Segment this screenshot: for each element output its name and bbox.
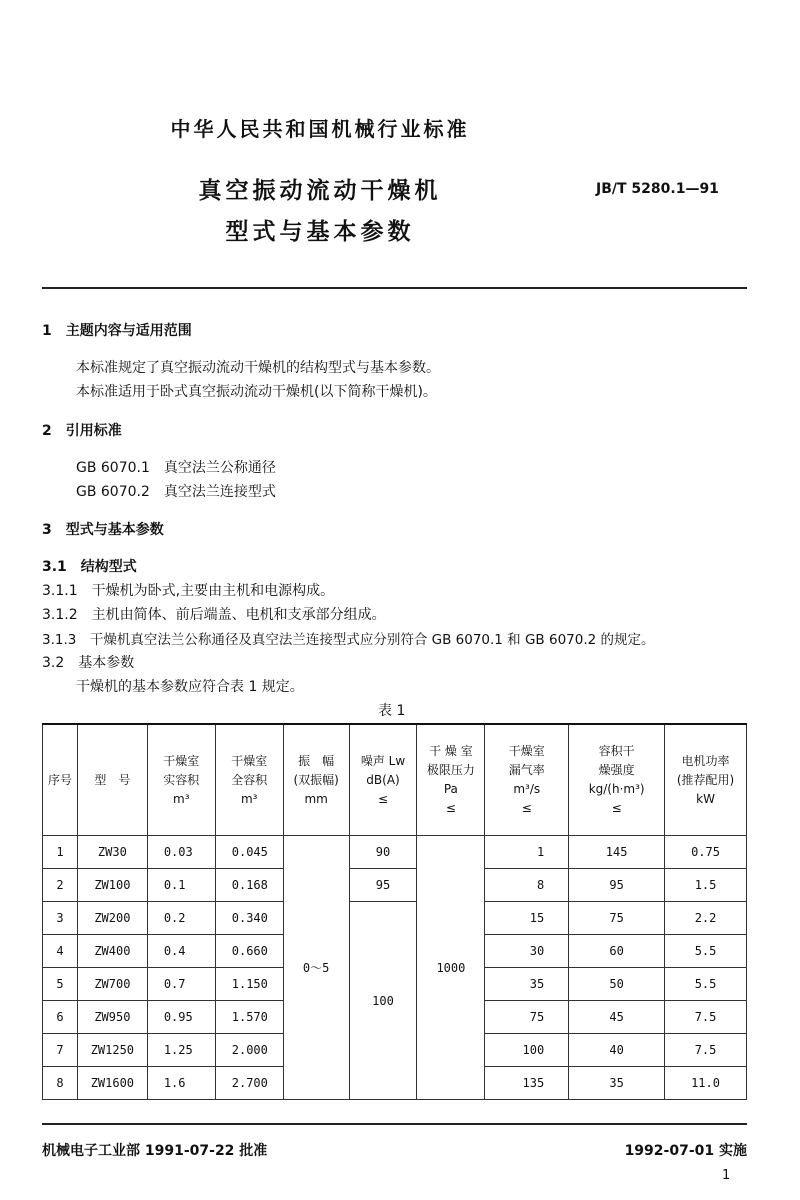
- clause-3-1-3: 3.1.3 干燥机真空法兰公称通径及真空法兰连接型式应分别符合 GB 6070.1 和 GB 6070.2 的规定。: [42, 632, 655, 648]
- cell-no: 5: [43, 968, 78, 1001]
- cell-intensity: 40: [569, 1034, 665, 1067]
- cell-actual-volume: 0.03: [147, 836, 215, 869]
- cell-actual-volume: 0.7: [147, 968, 215, 1001]
- cell-power: 5.5: [665, 968, 747, 1001]
- cell-model: ZW200: [77, 902, 147, 935]
- cell-noise: 95: [349, 869, 417, 902]
- cell-no: 6: [43, 1001, 78, 1034]
- cell-model: ZW1600: [77, 1067, 147, 1100]
- cell-model: ZW700: [77, 968, 147, 1001]
- cell-intensity: 75: [569, 902, 665, 935]
- table-row: [43, 836, 747, 869]
- clause-3-1-2: 3.1.2 主机由简体、前后端盖、电机和支承部分组成。: [42, 607, 386, 623]
- cell-actual-volume: 1.25: [147, 1034, 215, 1067]
- section-3-1-heading: 3.1 结构型式: [42, 559, 137, 575]
- cell-intensity: 35: [569, 1067, 665, 1100]
- cell-total-volume: 0.168: [215, 869, 283, 902]
- cell-intensity: 145: [569, 836, 665, 869]
- cell-total-volume: 0.660: [215, 935, 283, 968]
- cell-total-volume: 1.570: [215, 1001, 283, 1034]
- cell-model: ZW100: [77, 869, 147, 902]
- cell-total-volume: 1.150: [215, 968, 283, 1001]
- clause-3-1-1: 3.1.1 干燥机为卧式,主要由主机和电源构成。: [42, 583, 335, 599]
- table-row: [43, 902, 747, 935]
- cell-leak-rate: 15: [485, 902, 569, 935]
- header-ultimate-pressure: 干 燥 室 极限压力 Pa ≤: [417, 724, 485, 836]
- cell-intensity: 50: [569, 968, 665, 1001]
- cell-total-volume: 2.000: [215, 1034, 283, 1067]
- cell-no: 3: [43, 902, 78, 935]
- header-amplitude: 振 幅 (双振幅) mm: [283, 724, 349, 836]
- page-number: 1: [722, 1168, 731, 1183]
- cell-intensity: 95: [569, 869, 665, 902]
- cell-actual-volume: 0.2: [147, 902, 215, 935]
- cell-total-volume: 2.700: [215, 1067, 283, 1100]
- cell-leak-rate: 135: [485, 1067, 569, 1100]
- cell-leak-rate: 35: [485, 968, 569, 1001]
- cell-actual-volume: 0.1: [147, 869, 215, 902]
- cell-actual-volume: 0.4: [147, 935, 215, 968]
- header-actual-volume: 干燥室 实容积 m³: [147, 724, 215, 836]
- effective-date: 1992-07-01 实施: [624, 1143, 747, 1159]
- section-2-heading: 2 引用标准: [42, 423, 122, 439]
- section-3-2-paragraph: 干燥机的基本参数应符合表 1 规定。: [76, 679, 304, 695]
- cell-power: 1.5: [665, 869, 747, 902]
- cell-model: ZW950: [77, 1001, 147, 1034]
- cell-leak-rate: 8: [485, 869, 569, 902]
- reference-1: GB 6070.1 真空法兰公称通径: [76, 460, 276, 476]
- standard-subtitle: 型式与基本参数: [225, 219, 415, 245]
- cell-intensity: 60: [569, 935, 665, 968]
- section-3-heading: 3 型式与基本参数: [42, 522, 164, 538]
- cell-power: 5.5: [665, 935, 747, 968]
- header-seq: 序号: [43, 724, 78, 836]
- header-motor-power: 电机功率 (推荐配用) kW: [665, 724, 747, 836]
- cell-no: 2: [43, 869, 78, 902]
- table-caption: 表 1: [378, 703, 406, 719]
- cell-power: 7.5: [665, 1001, 747, 1034]
- cell-leak-rate: 100: [485, 1034, 569, 1067]
- cell-actual-volume: 0.95: [147, 1001, 215, 1034]
- cell-power: 11.0: [665, 1067, 747, 1100]
- cell-noise: 90: [349, 836, 417, 869]
- cell-model: ZW30: [77, 836, 147, 869]
- section-1-paragraph-1: 本标准规定了真空振动流动干燥机的结构型式与基本参数。: [76, 360, 440, 376]
- cell-model: ZW400: [77, 935, 147, 968]
- cell-total-volume: 0.045: [215, 836, 283, 869]
- issuing-body: 中华人民共和国机械行业标准: [170, 117, 470, 141]
- cell-pressure-merged: 1000: [417, 836, 485, 1100]
- header-leak-rate: 干燥室 漏气率 m³/s ≤: [485, 724, 569, 836]
- standard-title: 真空振动流动干燥机: [198, 178, 442, 204]
- header-noise: 噪声 Lw dB(A) ≤: [349, 724, 417, 836]
- table-header-row: [43, 724, 747, 836]
- cell-leak-rate: 30: [485, 935, 569, 968]
- cell-amplitude-merged: 0～5: [283, 836, 349, 1100]
- header-total-volume: 干燥室 全容积 m³: [215, 724, 283, 836]
- section-1-heading: 1 主题内容与适用范围: [42, 323, 192, 339]
- cell-power: 0.75: [665, 836, 747, 869]
- parameter-table: [42, 723, 747, 1100]
- header-drying-intensity: 容积干 燥强度 kg/(h·m³) ≤: [569, 724, 665, 836]
- cell-noise-merged: 100: [349, 902, 417, 1100]
- section-3-2-heading: 3.2 基本参数: [42, 655, 135, 671]
- cell-model: ZW1250: [77, 1034, 147, 1067]
- cell-no: 4: [43, 935, 78, 968]
- cell-actual-volume: 1.6: [147, 1067, 215, 1100]
- standard-code: JB/T 5280.1—91: [596, 181, 719, 197]
- cell-total-volume: 0.340: [215, 902, 283, 935]
- cell-leak-rate: 1: [485, 836, 569, 869]
- header-model: 型 号: [77, 724, 147, 836]
- cell-leak-rate: 75: [485, 1001, 569, 1034]
- cell-no: 1: [43, 836, 78, 869]
- table-row: [43, 869, 747, 902]
- cell-intensity: 45: [569, 1001, 665, 1034]
- footer-divider: [42, 1123, 747, 1125]
- approval-note: 机械电子工业部 1991-07-22 批准: [42, 1143, 268, 1159]
- section-1-paragraph-2: 本标准适用于卧式真空振动流动干燥机(以下简称干燥机)。: [76, 384, 437, 400]
- cell-power: 2.2: [665, 902, 747, 935]
- cell-no: 7: [43, 1034, 78, 1067]
- cell-power: 7.5: [665, 1034, 747, 1067]
- cell-no: 8: [43, 1067, 78, 1100]
- reference-2: GB 6070.2 真空法兰连接型式: [76, 484, 276, 500]
- header-divider: [42, 287, 747, 289]
